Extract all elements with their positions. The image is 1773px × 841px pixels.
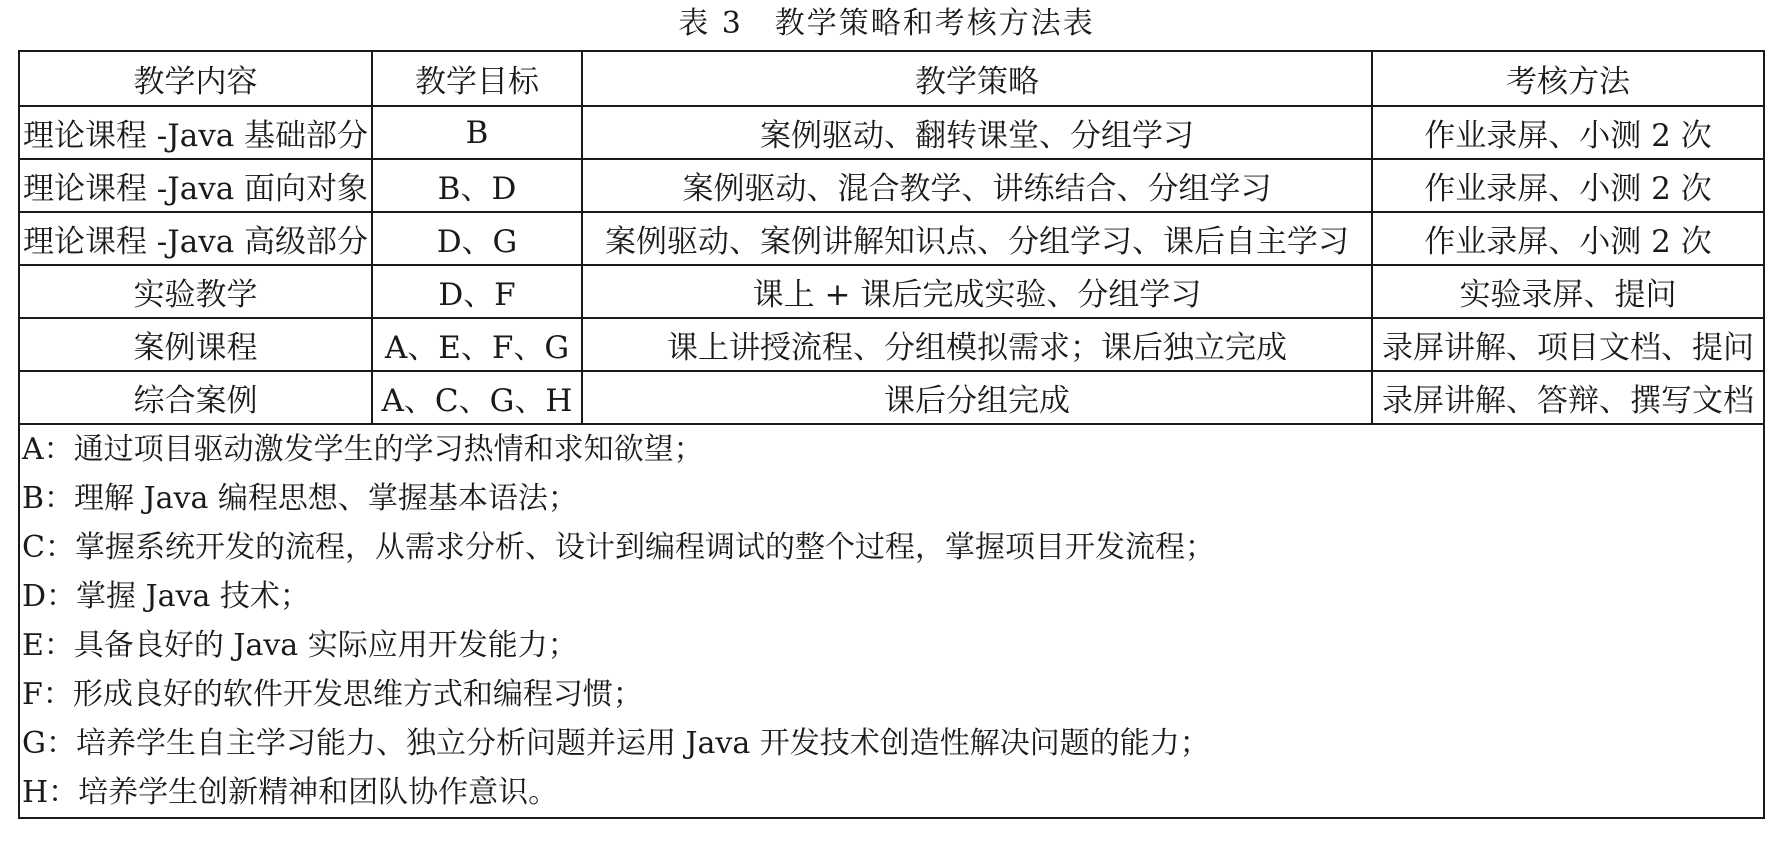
cell-teaching-strategy: 案例驱动、翻转课堂、分组学习 <box>582 106 1372 159</box>
cell-teaching-content: 实验教学 <box>19 265 372 318</box>
table-header-row <box>19 51 1764 106</box>
table-row <box>19 318 1764 371</box>
table-row <box>19 212 1764 265</box>
cell-teaching-goal: D、G <box>372 212 582 265</box>
cell-assessment-method: 作业录屏、小测 2 次 <box>1372 106 1764 159</box>
goal-notes-cell <box>19 424 1764 818</box>
goal-note-b: B：理解 Java 编程思想、掌握基本语法； <box>22 481 578 516</box>
cell-assessment-method: 实验录屏、提问 <box>1372 265 1764 318</box>
header-teaching-content: 教学内容 <box>19 51 372 106</box>
table-row <box>19 265 1764 318</box>
goal-note-d: D：掌握 Java 技术； <box>22 579 310 614</box>
cell-teaching-content: 理论课程 -Java 基础部分 <box>19 106 372 159</box>
header-assessment-method: 考核方法 <box>1372 51 1764 106</box>
cell-teaching-goal: A、C、G、H <box>372 371 582 424</box>
cell-teaching-content: 综合案例 <box>19 371 372 424</box>
goal-note-e: E：具备良好的 Java 实际应用开发能力； <box>22 628 578 663</box>
goal-note-g: G：培养学生自主学习能力、独立分析问题并运用 Java 开发技术创造性解决问题的能力； <box>22 726 1210 761</box>
cell-assessment-method: 作业录屏、小测 2 次 <box>1372 159 1764 212</box>
goal-note-h: H：培养学生创新精神和团队协作意识。 <box>22 775 559 810</box>
cell-teaching-content: 理论课程 -Java 高级部分 <box>19 212 372 265</box>
header-teaching-goal: 教学目标 <box>372 51 582 106</box>
goal-note-f: F：形成良好的软件开发思维方式和编程习惯； <box>22 677 643 712</box>
cell-teaching-content: 案例课程 <box>19 318 372 371</box>
table-row <box>19 159 1764 212</box>
cell-teaching-strategy: 案例驱动、混合教学、讲练结合、分组学习 <box>582 159 1372 212</box>
cell-teaching-content: 理论课程 -Java 面向对象 <box>19 159 372 212</box>
cell-teaching-goal: A、E、F、G <box>372 318 582 371</box>
table-row <box>19 106 1764 159</box>
table-row <box>19 371 1764 424</box>
goal-note-a: A：通过项目驱动激发学生的学习热情和求知欲望； <box>22 432 704 467</box>
cell-assessment-method: 作业录屏、小测 2 次 <box>1372 212 1764 265</box>
header-teaching-strategy: 教学策略 <box>582 51 1372 106</box>
cell-teaching-goal: B <box>372 106 582 159</box>
notes-row <box>19 424 1764 818</box>
cell-teaching-goal: D、F <box>372 265 582 318</box>
cell-assessment-method: 录屏讲解、项目文档、提问 <box>1372 318 1764 371</box>
cell-teaching-strategy: 课上讲授流程、分组模拟需求；课后独立完成 <box>582 318 1372 371</box>
cell-assessment-method: 录屏讲解、答辩、撰写文档 <box>1372 371 1764 424</box>
cell-teaching-strategy: 课后分组完成 <box>582 371 1372 424</box>
table-caption: 表 3 教学策略和考核方法表 <box>678 6 1095 41</box>
goal-note-c: C：掌握系统开发的流程，从需求分析、设计到编程调试的整个过程，掌握项目开发流程； <box>22 530 1215 565</box>
strategy-assessment-table <box>18 50 1765 819</box>
strategy-table-container <box>18 50 1765 819</box>
cell-teaching-goal: B、D <box>372 159 582 212</box>
cell-teaching-strategy: 课上 + 课后完成实验、分组学习 <box>582 265 1372 318</box>
cell-teaching-strategy: 案例驱动、案例讲解知识点、分组学习、课后自主学习 <box>582 212 1372 265</box>
